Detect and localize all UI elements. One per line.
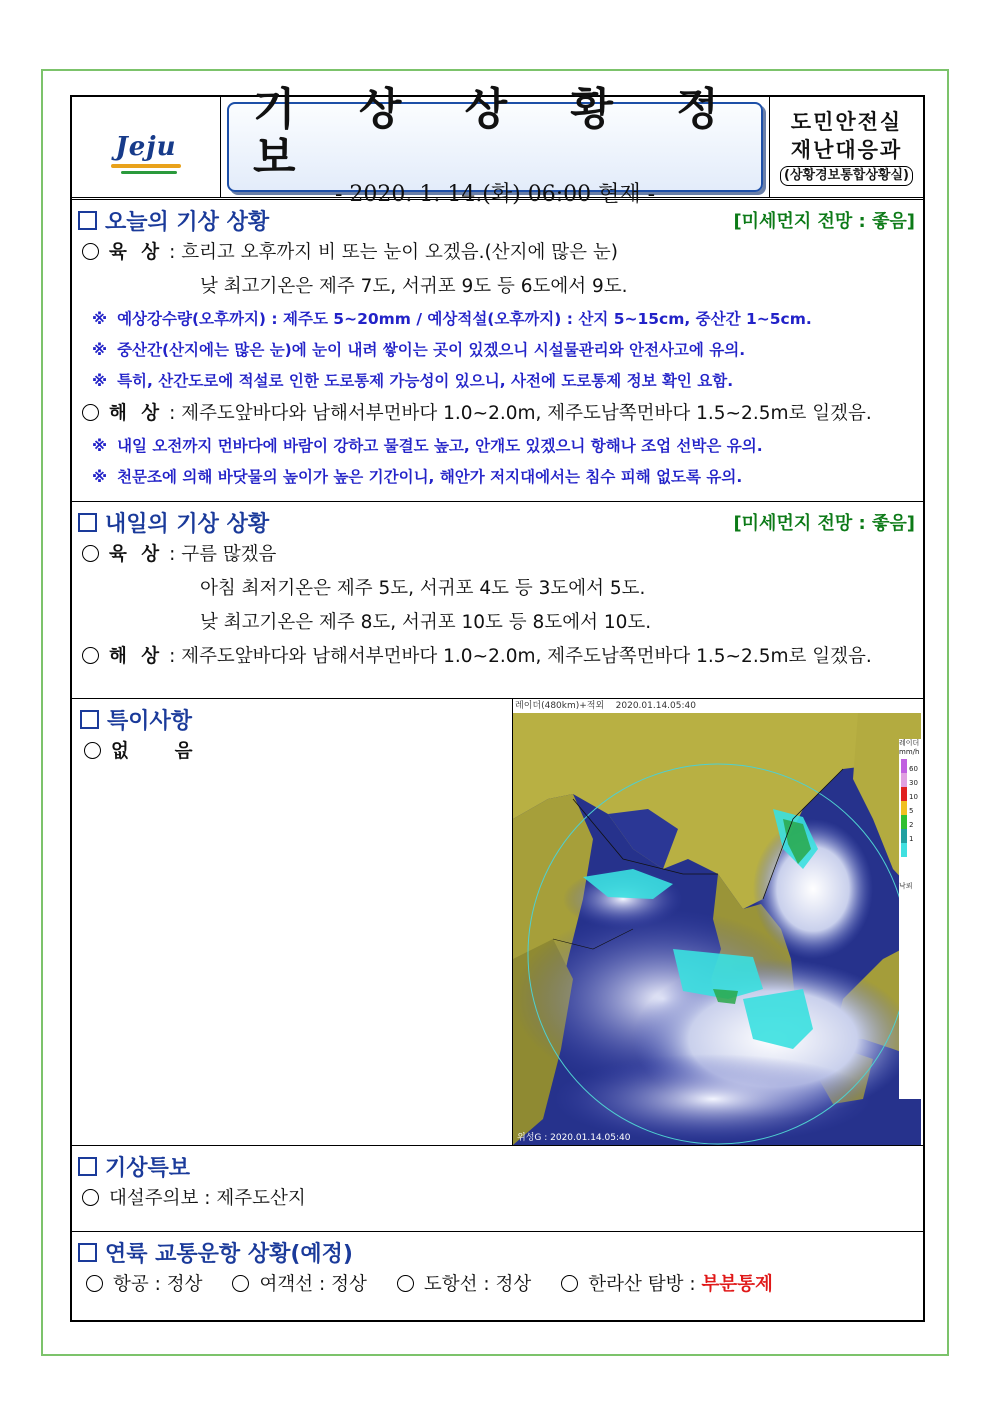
today-land-temp: 낮 최고기온은 제주 7도, 서귀포 9도 등 6도에서 9도. (200, 276, 628, 297)
jeju-logo (72, 97, 221, 197)
today-heading (78, 205, 269, 236)
circle-bullet-icon (84, 742, 101, 759)
hallasan-label: 한라산 탐방 : (588, 1274, 702, 1295)
today-section (72, 200, 923, 502)
circle-bullet-icon (82, 243, 99, 260)
special-item-text: 없 음 (111, 741, 197, 762)
today-note-2 (78, 335, 915, 366)
special-title: 특이사항 (107, 708, 193, 734)
radar-legend (899, 739, 921, 1099)
legend-value: 60 (909, 765, 918, 773)
logo-text: Jeju (115, 132, 177, 162)
note-text: 특히, 산간도로에 적설로 인한 도로통제 가능성이 있으니, 사전에 도로통제 정보 확인 요함. (117, 372, 734, 390)
tomorrow-land-line (78, 538, 915, 572)
traffic-section (72, 1232, 923, 1320)
note-text: 중산간(산지에는 많은 눈)에 눈이 내려 쌓이는 곳이 있겠으니 시설물관리와 안전사고에 유의. (117, 341, 746, 359)
report-title: 기 상 상 황 정 보 (253, 84, 743, 183)
tomorrow-dust-forecast: [미세먼지 전망 : 좋음] (733, 513, 915, 534)
hallasan-value: 부분통제 (701, 1274, 773, 1295)
checkbox-square-icon (78, 1243, 97, 1262)
tomorrow-land-text: : 구름 많겠음 (169, 544, 277, 565)
circle-bullet-icon (397, 1275, 414, 1292)
traffic-status-row (78, 1268, 915, 1302)
air-text: 항공 : 정상 (113, 1274, 203, 1295)
sea-label: 해 상 (109, 403, 164, 424)
today-note-1 (78, 304, 915, 335)
legend-swatch (901, 829, 907, 843)
note-text: 천문조에 의해 바닷물의 높이가 높은 기간이니, 해안가 저지대에서는 침수 피해 없도록 유의. (117, 468, 743, 486)
checkbox-square-icon (78, 513, 97, 532)
tomorrow-sea-line (78, 640, 915, 674)
sea-label: 해 상 (109, 646, 164, 667)
weather-report (70, 84, 925, 1322)
legend-swatch (901, 773, 907, 787)
warning-heading (78, 1151, 190, 1182)
hallasan-status (557, 1268, 773, 1302)
traffic-heading (78, 1237, 353, 1268)
tomorrow-title: 내일의 기상 상황 (105, 511, 270, 537)
tomorrow-sea-text: : 제주도앞바다와 남해서부먼바다 1.0~2.0m, 제주도남쪽먼바다 1.5~2.5m로 일겠음. (169, 646, 872, 667)
circle-bullet-icon (82, 545, 99, 562)
today-dust-forecast: [미세먼지 전망 : 좋음] (733, 211, 915, 232)
legend-row (899, 759, 921, 773)
checkbox-square-icon (80, 710, 99, 729)
warning-title: 기상특보 (105, 1155, 191, 1181)
note-mark: ※ (92, 437, 108, 455)
note-mark: ※ (92, 341, 108, 359)
ferry-status (228, 1268, 366, 1302)
circle-bullet-icon (82, 647, 99, 664)
ferry-text: 여객선 : 정상 (259, 1274, 367, 1295)
tomorrow-min-temp: 아침 최저기온은 제주 5도, 서귀포 4도 등 3도에서 5도. (200, 578, 646, 599)
circle-bullet-icon (232, 1275, 249, 1292)
dept-office: (상황경보통합상황실) (780, 166, 913, 186)
land-label: 육 상 (109, 544, 164, 565)
legend-value: 1 (909, 835, 914, 843)
title-box (227, 84, 763, 207)
legend-value: 30 (909, 779, 918, 787)
air-status (82, 1268, 202, 1302)
legend-value: 5 (909, 807, 914, 815)
island-ferry-status (393, 1268, 531, 1302)
warning-section (72, 1146, 923, 1232)
legend-value: 10 (909, 793, 918, 801)
tomorrow-max-temp: 낮 최고기온은 제주 8도, 서귀포 10도 등 8도에서 10도. (200, 612, 652, 633)
legend-scale (899, 759, 921, 857)
special-heading (80, 704, 192, 735)
legend-row (899, 815, 921, 829)
circle-bullet-icon (86, 1275, 103, 1292)
today-sea-note-1 (78, 431, 915, 462)
today-sea-note-2 (78, 462, 915, 493)
radar-caption: 레이더(480km)+적외 2020.01.14.05:40 (513, 699, 921, 713)
dept-division: 재난대응과 (790, 138, 903, 162)
traffic-title: 연륙 교통운항 상황(예정) (105, 1241, 353, 1267)
satellite-map (513, 699, 921, 1145)
circle-bullet-icon (561, 1275, 578, 1292)
legend-swatch (901, 801, 907, 815)
legend-swatch (901, 815, 907, 829)
legend-row (899, 843, 921, 857)
title-cell (221, 84, 770, 207)
legend-row (899, 801, 921, 815)
island-text: 도항선 : 정상 (423, 1274, 532, 1295)
today-land-line (78, 236, 915, 270)
tomorrow-section (72, 502, 923, 699)
today-sea-text: : 제주도앞바다와 남해서부먼바다 1.0~2.0m, 제주도남쪽먼바다 1.5~2.5m로 일겠음. (169, 403, 872, 424)
legend-lightning: 낙뢰 (899, 882, 913, 890)
special-item (80, 735, 504, 769)
legend-row (899, 773, 921, 787)
radar-satellite-image (512, 699, 921, 1145)
report-date: - 2020. 1. 14.(화) 06:00 현재 - (334, 182, 656, 207)
today-note-3 (78, 366, 915, 397)
special-section (72, 699, 923, 1146)
note-mark: ※ (92, 372, 108, 390)
note-text: 예상강수량(오후까지) : 제주도 5~20mm / 예상적설(오후까지) : 산지 5~15cm, 중산간 1~5cm. (117, 310, 812, 328)
legend-swatch (901, 759, 907, 773)
dept-name: 도민안전실 (790, 110, 903, 134)
tomorrow-heading (78, 507, 269, 538)
circle-bullet-icon (82, 404, 99, 421)
checkbox-square-icon (78, 211, 97, 230)
today-sea-line (78, 397, 915, 431)
satellite-caption: 위성G : 2020.01.14.05:40 (517, 1133, 631, 1143)
land-label: 육 상 (109, 242, 164, 263)
warning-item (78, 1182, 915, 1216)
note-mark: ※ (92, 310, 108, 328)
legend-row (899, 829, 921, 843)
today-land-text: : 흐리고 오후까지 비 또는 눈이 오겠음.(산지에 많은 눈) (169, 242, 618, 263)
warning-text: 대설주의보 : 제주도산지 (109, 1188, 306, 1209)
legend-swatch (901, 843, 907, 857)
department-cell (770, 97, 923, 197)
legend-value: 2 (909, 821, 914, 829)
report-header (72, 84, 923, 207)
note-text: 내일 오전까지 먼바다에 바람이 강하고 물결도 높고, 안개도 있겠으니 항해나 조업 선박은 유의. (117, 437, 763, 455)
legend-swatch (901, 787, 907, 801)
legend-row (899, 787, 921, 801)
note-mark: ※ (92, 468, 108, 486)
checkbox-square-icon (78, 1157, 97, 1176)
legend-title: 레이더 mm/h (899, 739, 920, 756)
today-title: 오늘의 기상 상황 (105, 209, 270, 235)
circle-bullet-icon (82, 1189, 99, 1206)
